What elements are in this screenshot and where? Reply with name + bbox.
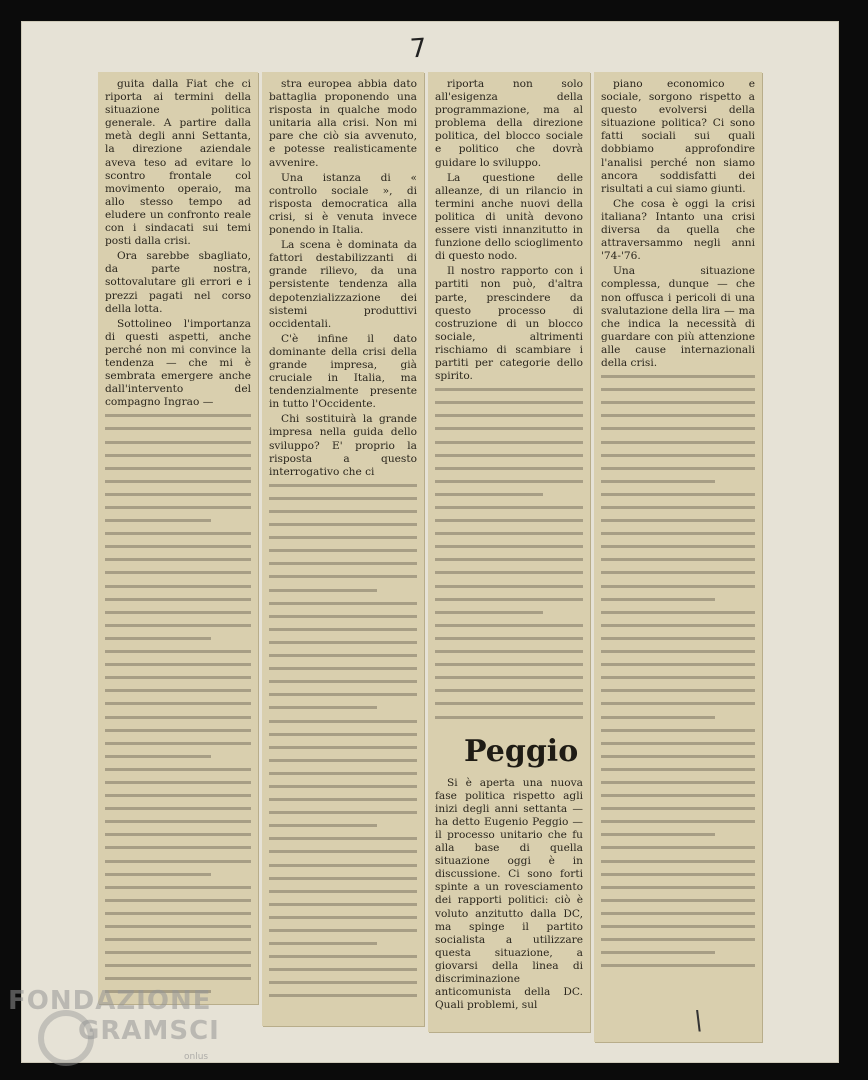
text-line bbox=[601, 658, 755, 671]
text-line bbox=[269, 728, 417, 741]
text-line bbox=[105, 514, 211, 527]
text-line bbox=[269, 701, 377, 714]
column-2-paragraph-1: stra europea abbia dato battaglia proponendo una risposta in qualche modo unitaria alla crisi. Non mi pare che ciò sia avvenuto, e potesse realisticamente avvenire. bbox=[269, 78, 417, 169]
text-line bbox=[269, 505, 417, 518]
text-line bbox=[435, 527, 583, 540]
text-line bbox=[601, 540, 755, 553]
watermark-suffix: onlus bbox=[184, 1052, 209, 1062]
text-line bbox=[601, 566, 755, 579]
text-line bbox=[269, 636, 417, 649]
text-line bbox=[269, 963, 417, 976]
text-line bbox=[435, 475, 583, 488]
text-line bbox=[435, 711, 583, 724]
article-column-2 bbox=[262, 72, 424, 1026]
text-line bbox=[269, 531, 417, 544]
text-line bbox=[601, 855, 755, 868]
text-line bbox=[105, 959, 251, 972]
text-line bbox=[105, 488, 251, 501]
text-line bbox=[601, 841, 755, 854]
text-line bbox=[269, 518, 417, 531]
page-number: 7 bbox=[408, 33, 428, 65]
text-line bbox=[601, 750, 755, 763]
text-line bbox=[601, 383, 755, 396]
text-line bbox=[105, 711, 251, 724]
text-line bbox=[269, 767, 417, 780]
archive-code-stamp bbox=[758, 170, 848, 340]
text-line bbox=[601, 868, 755, 881]
text-line bbox=[435, 566, 583, 579]
text-line bbox=[601, 632, 755, 645]
text-line bbox=[269, 976, 417, 989]
text-line bbox=[105, 606, 251, 619]
text-line bbox=[269, 911, 417, 924]
column-4-paragraph-1: piano economico e sociale, sorgono rispetto a questo evolversi della situazione politica? Ci sono fatti sociali sui quali dobbiamo approfondire l'analisi perché non siamo ancora soddisfatti dei risultati a cui siamo giunti. bbox=[601, 78, 755, 195]
text-line bbox=[435, 514, 583, 527]
text-line bbox=[269, 989, 417, 1002]
text-line bbox=[601, 697, 755, 710]
text-line bbox=[435, 697, 583, 710]
text-line bbox=[435, 462, 583, 475]
handwritten-mark: \ bbox=[694, 1006, 703, 1036]
text-line bbox=[601, 580, 755, 593]
text-line bbox=[269, 570, 417, 583]
text-line bbox=[601, 894, 755, 907]
column-2-paragraph-5: Chi sostituirà la grande impresa nella guida dello sviluppo? E' proprio la risposta a questo interrogativo che ci bbox=[269, 413, 417, 478]
text-line bbox=[601, 422, 755, 435]
text-line bbox=[601, 619, 755, 632]
column-4-text-continuation bbox=[594, 370, 762, 972]
text-line bbox=[269, 845, 417, 858]
text-line bbox=[105, 449, 251, 462]
text-line bbox=[601, 409, 755, 422]
text-line bbox=[105, 789, 251, 802]
text-line bbox=[269, 662, 417, 675]
text-line bbox=[105, 737, 251, 750]
text-line bbox=[269, 859, 417, 872]
text-line bbox=[601, 920, 755, 933]
text-line bbox=[601, 449, 755, 462]
text-line bbox=[269, 557, 417, 570]
text-line bbox=[105, 776, 251, 789]
text-line bbox=[105, 855, 251, 868]
column-1-paragraph-1: guita dalla Fiat che ci riporta ai termini della situazione politica generale. A partire dalla metà degli anni Settanta, la direzione aziendale aveva teso ad evitare lo scontro frontale col movimento operaio, ma allo stesso tempo ad eludere un confronto reale con i sindacati sui temi posti dalla crisi. bbox=[105, 78, 251, 248]
text-line bbox=[269, 544, 417, 557]
text-line bbox=[435, 658, 583, 671]
text-line bbox=[105, 553, 251, 566]
column-1-paragraph-2: Ora sarebbe sbagliato, da parte nostra, sottovalutare gli errori e i prezzi pagati nel corso della lotta. bbox=[105, 250, 251, 315]
text-line bbox=[601, 789, 755, 802]
column-2-paragraph-4: C'è infine il dato dominante della crisi della grande impresa, già cruciale in Italia, ma tendenzialmente presente in tutto l'Occidente. bbox=[269, 332, 417, 411]
text-line bbox=[105, 645, 251, 658]
article-column-4 bbox=[594, 72, 762, 1042]
text-line bbox=[435, 436, 583, 449]
text-line bbox=[601, 907, 755, 920]
text-line bbox=[435, 645, 583, 658]
text-line bbox=[435, 606, 543, 619]
foundation-watermark bbox=[8, 980, 248, 1070]
text-line bbox=[105, 580, 251, 593]
text-line bbox=[105, 815, 251, 828]
text-line bbox=[435, 684, 583, 697]
text-line bbox=[601, 645, 755, 658]
column-2-text-continuation bbox=[262, 479, 424, 1003]
text-line bbox=[601, 396, 755, 409]
text-line bbox=[601, 763, 755, 776]
text-line bbox=[269, 649, 417, 662]
text-line bbox=[601, 815, 755, 828]
text-line bbox=[269, 780, 417, 793]
text-line bbox=[105, 527, 251, 540]
text-line bbox=[105, 946, 251, 959]
text-line bbox=[105, 422, 251, 435]
text-line bbox=[601, 776, 755, 789]
text-line bbox=[601, 606, 755, 619]
text-line bbox=[435, 383, 583, 396]
text-line bbox=[105, 933, 251, 946]
text-line bbox=[105, 750, 211, 763]
text-line bbox=[269, 793, 417, 806]
watermark-line-1: FONDAZIONE bbox=[8, 986, 212, 1016]
text-line bbox=[601, 370, 755, 383]
text-line bbox=[601, 436, 755, 449]
text-line bbox=[105, 894, 251, 907]
text-line bbox=[269, 898, 417, 911]
watermark-line-2: GRAMSCI bbox=[78, 1016, 220, 1046]
text-line bbox=[269, 741, 417, 754]
column-2-paragraph-3: La scena è dominata da fattori destabilizzanti di grande rilievo, da una persistente tendenza alla depotenzializzazione dei sistemi produttivi occidentali. bbox=[269, 239, 417, 330]
text-line bbox=[105, 462, 251, 475]
column-1-text-continuation bbox=[98, 409, 258, 1004]
text-line bbox=[601, 553, 755, 566]
text-line bbox=[435, 409, 583, 422]
text-line bbox=[105, 828, 251, 841]
text-line bbox=[269, 885, 417, 898]
text-line bbox=[601, 959, 755, 972]
text-line bbox=[105, 920, 251, 933]
text-line bbox=[601, 501, 755, 514]
text-line bbox=[105, 658, 251, 671]
text-line bbox=[269, 492, 417, 505]
text-line bbox=[601, 737, 755, 750]
text-line bbox=[105, 868, 211, 881]
text-line bbox=[269, 584, 377, 597]
article-column-1 bbox=[98, 72, 258, 1004]
text-line bbox=[601, 881, 755, 894]
text-line bbox=[435, 593, 583, 606]
text-line bbox=[105, 841, 251, 854]
text-line bbox=[105, 409, 251, 422]
text-line bbox=[105, 907, 251, 920]
text-line bbox=[601, 946, 715, 959]
text-line bbox=[269, 806, 417, 819]
text-line bbox=[105, 501, 251, 514]
column-3-paragraph-3: Il nostro rapporto con i partiti non può, d'altra parte, prescindere da questo processo di costruzione di un blocco sociale, altrimenti rischiamo di scambiare i partiti per categorie dello spirito. bbox=[435, 265, 583, 383]
text-line bbox=[105, 436, 251, 449]
column-4-paragraph-3: Una situazione complessa, dunque — che non offusca i pericoli di una svalutazione della lira — ma che indica la necessità di guardare con più attenzione alle cause internazionali della crisi. bbox=[601, 265, 755, 369]
text-line bbox=[105, 566, 251, 579]
text-line bbox=[435, 501, 583, 514]
text-line bbox=[269, 924, 417, 937]
text-line bbox=[601, 684, 755, 697]
text-line bbox=[105, 593, 251, 606]
text-line bbox=[435, 488, 543, 501]
text-line bbox=[269, 937, 377, 950]
text-line bbox=[269, 675, 417, 688]
text-line bbox=[435, 553, 583, 566]
column-1-paragraph-3: Sottolineo l'importanza di questi aspetti, anche perché non mi convince la tendenza — che mi è sembrata emergere anche dall'intervento del compagno Ingrao — bbox=[105, 317, 251, 409]
text-line bbox=[269, 872, 417, 885]
text-line bbox=[601, 475, 715, 488]
text-line bbox=[601, 802, 755, 815]
text-line bbox=[269, 715, 417, 728]
text-line bbox=[105, 684, 251, 697]
column-2-paragraph-2: Una istanza di « controllo sociale », di risposta democratica alla crisi, si è venuta invece ponendo in Italia. bbox=[269, 171, 417, 237]
column-4-paragraph-2: Che cosa è oggi la crisi italiana? Intanto una crisi diversa da quella che attraversammo negli anni '74-'76. bbox=[601, 197, 755, 263]
text-line bbox=[601, 593, 715, 606]
text-line bbox=[105, 763, 251, 776]
text-line bbox=[601, 514, 755, 527]
text-line bbox=[269, 950, 417, 963]
column-3-peggio-paragraph: Si è aperta una nuova fase politica rispetto agli inizi degli anni settanta — ha detto Eugenio Peggio — il processo unitario che fu alla base di quella situazione oggi è in discussione. Ci sono forti spinte a un rovesciamento dei rapporti politici: ciò è voluto anzitutto dalla DC, ma spinge il partito socialista a utilizzare questa situazione, a giovarsi della linea di discriminazione anticomunista della DC. Quali problemi, sul bbox=[435, 776, 583, 1012]
text-line bbox=[601, 933, 755, 946]
text-line bbox=[601, 527, 755, 540]
text-line bbox=[105, 632, 211, 645]
text-line bbox=[105, 540, 251, 553]
text-line bbox=[269, 479, 417, 492]
text-line bbox=[269, 597, 417, 610]
text-line bbox=[269, 832, 417, 845]
text-line bbox=[435, 449, 583, 462]
text-line bbox=[435, 540, 583, 553]
text-line bbox=[601, 711, 715, 724]
column-3-paragraph-2: La questione delle alleanze, di un rilancio in termini anche nuovi della politica di unità devono essere visti innanzitutto in funzione dello scioglimento di questo nodo. bbox=[435, 171, 583, 263]
text-line bbox=[269, 819, 377, 832]
text-line bbox=[601, 462, 755, 475]
text-line bbox=[435, 396, 583, 409]
text-line bbox=[435, 632, 583, 645]
text-line bbox=[105, 619, 251, 632]
text-line bbox=[105, 881, 251, 894]
text-line bbox=[269, 754, 417, 767]
text-line bbox=[435, 422, 583, 435]
text-line bbox=[601, 671, 755, 684]
column-3-text-continuation bbox=[428, 383, 590, 723]
text-line bbox=[601, 488, 755, 501]
text-line bbox=[269, 688, 417, 701]
article-column-3 bbox=[428, 72, 590, 1032]
text-line bbox=[105, 802, 251, 815]
text-line bbox=[105, 697, 251, 710]
text-line bbox=[105, 724, 251, 737]
column-3-paragraph-1: riporta non solo all'esigenza della programmazione, ma al problema della direzione politica, del blocco sociale e politico che dovrà guidare lo sviluppo. bbox=[435, 78, 583, 169]
text-line bbox=[601, 724, 755, 737]
text-line bbox=[435, 580, 583, 593]
text-line bbox=[435, 671, 583, 684]
text-line bbox=[269, 610, 417, 623]
section-heading: Peggio bbox=[464, 733, 579, 769]
text-line bbox=[105, 671, 251, 684]
text-line bbox=[269, 623, 417, 636]
text-line bbox=[435, 619, 583, 632]
text-line bbox=[105, 475, 251, 488]
text-line bbox=[601, 828, 715, 841]
